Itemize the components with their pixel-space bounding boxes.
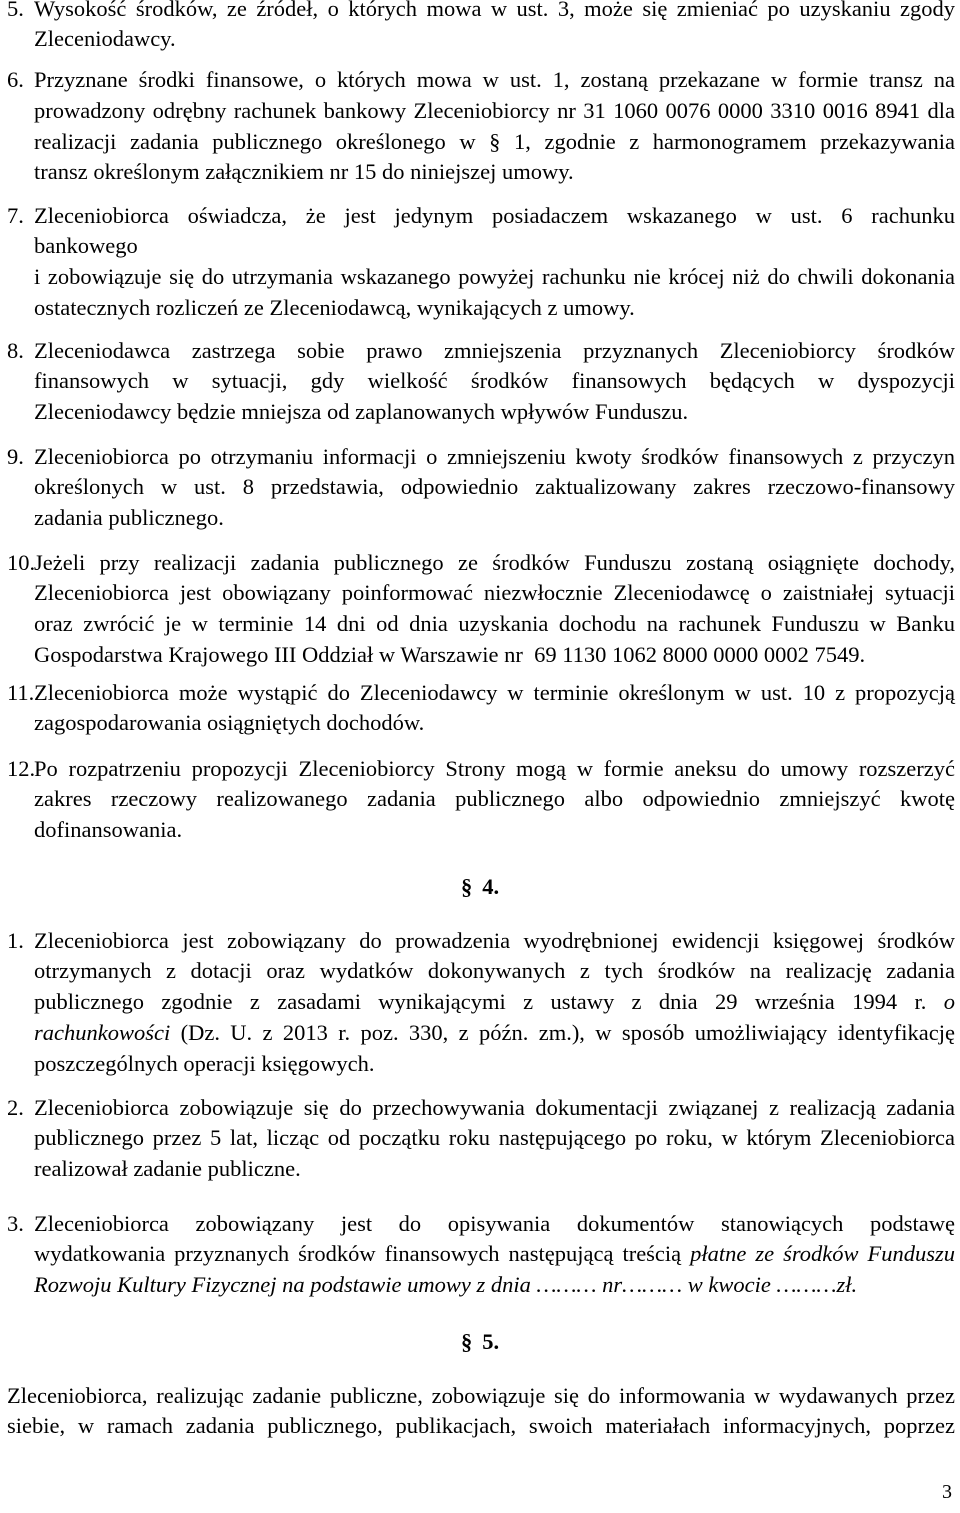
text-line: siebie, w ramach zadania publicznego, publikacjach, swoich materiałach informacyjnych, poprzez [7,1413,955,1439]
list-number: 9. [7,443,24,469]
text-line: Przyznane środki finansowe, o których mowa w ust. 1, zostaną przekazane w formie transz na [34,67,955,92]
list-number: 1. [7,927,24,953]
list-item-text [34,442,955,534]
list-item-text [34,678,955,740]
list-item-text [34,201,955,324]
list-item [7,1209,955,1301]
list-item [7,548,955,671]
text-line: Zleceniobiorca może wystąpić do Zleceniodawcy w terminie określonym w ust. 10 z propozycją [34,679,955,705]
paragraph [7,1381,955,1443]
page-number: 3 [942,1481,952,1503]
section-heading [0,1327,960,1358]
section-number: 4. [482,873,500,899]
list-item-text [34,336,955,428]
list-item-text [34,65,955,188]
list-item [7,336,955,428]
text-line: otrzymanych z dotacji oraz wydatków dokonywanych z tych środków na realizację zadania [34,958,955,984]
text-line: Jeżeli przy realizacji zadania publicznego ze środków Funduszu zostaną osiągnięte dochody, [34,549,955,575]
list-item [7,65,955,188]
text-line: prowadzony odrębny rachunek bankowy Zleceniobiorcy nr 31 1060 0076 0000 3310 0016 8941 dla [34,97,955,123]
text-line: finansowych w sytuacji, gdy wielkość środków finansowych będących w dyspozycji [34,368,955,394]
text-segment: publicznego zgodnie z zasadami wynikającymi z ustawy z dnia 29 września 1994 r. [34,989,927,1015]
text-line: Gospodarstwa Krajowego III Oddział w Warszawie nr 69 1130 1062 8000 0000 0002 7549. [34,641,866,667]
text-line: transz określonym załącznikiem nr 15 do niniejszej umowy. [34,159,574,185]
text-line: Zleceniodawca zastrzega sobie prawo zmniejszenia przyznanych Zleceniobiorcy środków [34,337,955,363]
text-line: bankowego [34,233,138,259]
list-item-text [34,1209,955,1301]
list-number: 6. [7,67,24,92]
text-line: Zleceniobiorca oświadcza, że jest jedynym posiadaczem wskazanego w ust. 6 rachunku [34,202,955,228]
section-heading [0,872,960,903]
list-item [7,678,955,740]
italic-text: rachunkowości [34,1019,171,1045]
text-line: oraz zwrócić je w terminie 14 dni od dnia uzyskania dochodu na rachunek Funduszu w Banku [34,611,955,637]
text-line: Wysokość środków, ze źródeł, o których mowa w ust. 3, może się zmieniać po uzyskaniu zgody [34,0,955,21]
text-line: Po rozpatrzeniu propozycji Zleceniobiorcy Strony mogą w formie aneksu do umowy rozszerzyć [34,755,955,781]
list-item-text [34,0,955,55]
text-line: Zleceniodawcy. [34,26,176,52]
section-symbol: § [460,873,473,899]
text-line: realizacji zadania publicznego określonego w § 1, zgodnie z harmonogramem przekazywania [34,128,955,154]
text-line: realizował zadanie publiczne. [34,1156,301,1182]
list-item [7,1093,955,1185]
text-segment: wydatkowania przyznanych środków finansowych następującą treścią [34,1241,682,1267]
text-line: publicznego przez 5 lat, licząc od początku roku następującego po roku, w którym Zleceniobiorca [34,1125,955,1151]
italic-text-line: Rozwoju Kultury Fizycznej na podstawie umowy z dnia ……… nr……… w kwocie ………zł. [34,1272,858,1298]
text-line: ostatecznych rozliczeń ze Zleceniodawcą, wynikających z umowy. [34,294,635,320]
text-line [34,1239,955,1270]
list-item [7,0,955,55]
text-line: określonych w ust. 8 przedstawia, odpowiednio zaktualizowany zakres rzeczowo-finansowy [34,474,955,500]
list-number: 2. [7,1094,24,1120]
list-number: 3. [7,1210,24,1236]
italic-text: o [943,989,955,1015]
text-line: zakres rzeczowy realizowanego zadania publicznego albo odpowiednio zmniejszyć kwotę [34,786,955,812]
text-line: dofinansowania. [34,817,183,843]
text-segment: (Dz. U. z 2013 r. poz. 330, z późn. zm.), w sposób umożliwiający identyfikację [180,1019,956,1045]
list-number: 5. [7,0,24,21]
list-number: 10. [7,549,36,575]
text-line: zadania publicznego. [34,505,224,531]
list-item-text [34,926,955,1080]
text-line: Zleceniodawcy będzie mniejsza od zaplanowanych wpływów Funduszu. [34,399,689,425]
italic-text: płatne ze środków Funduszu [690,1241,955,1267]
list-item-text [34,754,955,846]
text-line: i zobowiązuje się do utrzymania wskazanego powyżej rachunku nie krócej niż do chwili dokonania [34,264,955,290]
text-line: zagospodarowania osiągniętych dochodów. [34,710,425,736]
list-item [7,201,955,324]
list-item [7,754,955,846]
text-line: Zleceniobiorca zobowiązany jest do opisywania dokumentów stanowiących podstawę [34,1210,955,1236]
list-item [7,926,955,1080]
text-line: Zleceniobiorca jest zobowiązany do prowadzenia wyodrębnionej ewidencji księgowej środków [34,927,955,953]
list-number: 12. [7,755,36,781]
text-line: Zleceniobiorca, realizując zadanie publiczne, zobowiązuje się do informowania w wydawanych przez [7,1382,955,1408]
list-item-text [34,548,955,671]
list-number: 8. [7,337,24,363]
text-line: Zleceniobiorca po otrzymaniu informacji o zmniejszeniu kwoty środków finansowych z przyczyn [34,443,955,469]
list-number: 7. [7,202,24,228]
text-line [34,1018,955,1049]
list-item-text [34,1093,955,1185]
list-item [7,442,955,534]
text-line [34,987,955,1018]
section-number: 5. [482,1328,500,1354]
text-line: Zleceniobiorca zobowiązuje się do przechowywania dokumentacji związanej z realizacją zadania [34,1094,955,1120]
text-line: Zleceniobiorca jest obowiązany poinformować niezwłocznie Zleceniodawcę o zaistniałej sytuacji [34,580,955,606]
section-symbol: § [460,1328,473,1354]
text-line: poszczególnych operacji księgowych. [34,1050,375,1076]
list-number: 11. [7,679,35,705]
